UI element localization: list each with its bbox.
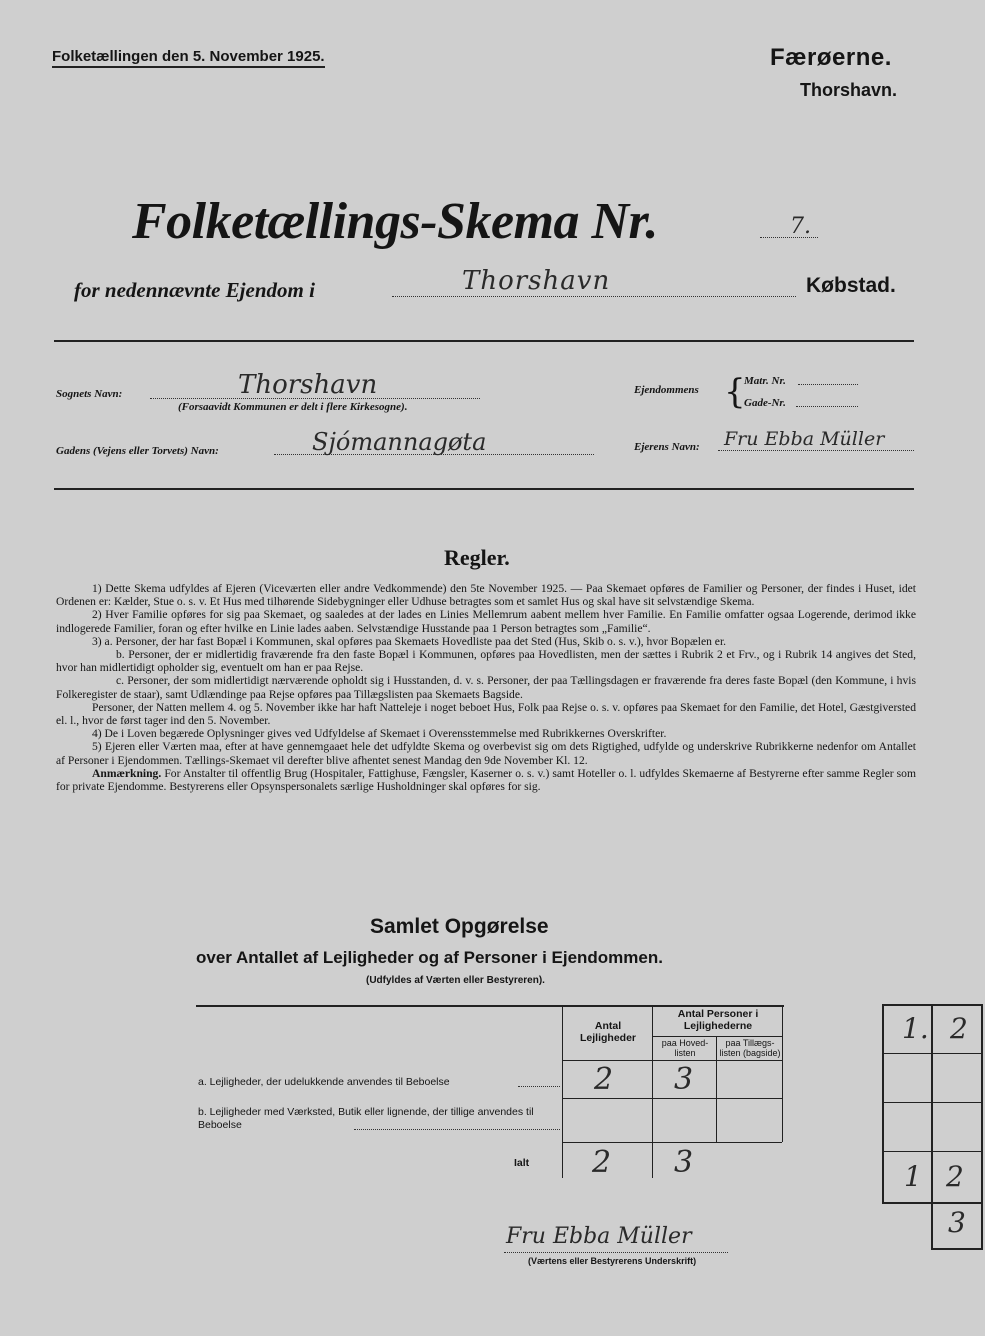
total-hovedlisten-value: 3 <box>674 1145 694 1180</box>
col-header-hovedlisten: paa Hoved-listen <box>661 1038 709 1058</box>
parish-handwritten: Thorshavn <box>238 370 378 400</box>
rule-5: 5) Ejeren eller Værten maa, efter at have gennemgaaet hele det udfyldte Skema og overbevist sig om dets Rigtighed, udfylde og underskrive Rubrikkerne nedenfor om Antallet af Personer i Ejendommen. Tællings-Skemaet vil derefter blive afhentet senest Mandag den 9de November Kl. 12. <box>56 740 916 767</box>
owner-handwritten: Fru Ebba Müller <box>724 428 885 450</box>
summary-title: Samlet Opgørelse <box>370 915 549 938</box>
property-line-dots <box>392 296 796 297</box>
owner-dots <box>718 450 914 451</box>
rule-note-label: Anmærkning. <box>92 766 162 780</box>
rule-note-text: For Anstalter til offentlig Brug (Hospitaler, Fattighuse, Fængsler, Kaserner o. s. v.) samt Hoteller o. l. udfyldes Skemaerne af Bestyrerne efter samme Regler som for private Ejendomme. Bestyrerens eller Opsynspersonalets særlige Husholdninger skal opføres for sig. <box>56 766 916 794</box>
property-label: Ejendommens <box>634 384 699 396</box>
gade-nr-label: Gade-Nr. <box>744 397 786 409</box>
rule-3a: 3) a. Personer, der har fast Bopæl i Kommunen, skal opføres paa Skemaets Hovedliste paa det Sted (Hus, Skib o. s. v.), hvor Bopælen er. <box>92 634 727 648</box>
summary-note: (Udfyldes af Værten eller Bestyreren). <box>366 975 545 986</box>
table-header-split <box>652 1036 782 1037</box>
parish-note: (Forsaavidt Kommunen er delt i flere Kirkesogne). <box>178 401 408 413</box>
table-col-line-2 <box>652 1006 653 1178</box>
table-row-b-bottom <box>562 1142 782 1143</box>
table-row-a-bottom <box>562 1098 782 1099</box>
side-box-row-2 <box>882 1102 981 1103</box>
table-col-line-1 <box>562 1006 563 1178</box>
property-line-prefix: for nedennævnte Ejendom i <box>74 278 315 302</box>
rules-heading: Regler. <box>444 545 510 570</box>
parish-label: Sognets Navn: <box>56 388 123 400</box>
signature-dots <box>504 1252 728 1253</box>
city-label: Thorshavn. <box>800 80 898 100</box>
rule-2: 2) Hver Familie opføres for sig paa Skemaet, og saaledes at der lades en Linies Mellemrum aabent mellem hver Familie. En Familie omfatter ogsaa Logerende, derimod ikke indlogerede Familier, foran og efter hvilke en Linie lades aaben. Selvstændige Husstande paa 1 Person betragtes som „Familie“. <box>56 608 916 635</box>
rule-note <box>56 767 916 793</box>
rule-4: 4) De i Loven begærede Oplysninger gives ved Udfyldelse af Skemaet i Overensstemmelse med Rubrikkernes Overskrifter. <box>92 727 667 741</box>
property-town-handwritten: Thorshavn <box>462 266 611 296</box>
side-r4c1: 1 <box>904 1160 922 1193</box>
divider-middle <box>54 488 914 490</box>
matr-label: Matr. Nr. <box>744 375 786 387</box>
col-header-personer: Antal Personer i Lejlighederne <box>677 1008 759 1032</box>
region-label: Færøerne. <box>770 44 892 71</box>
property-brace: { <box>724 372 746 412</box>
table-col-line-4 <box>782 1006 783 1142</box>
gade-nr-dots <box>796 406 858 407</box>
row-a-hovedlisten-value: 3 <box>674 1062 694 1097</box>
total-lejligheder-value: 2 <box>592 1145 612 1180</box>
rule-3d: Personer, der Natten mellem 4. og 5. November ikke har haft Natteleje i noget beboet Hus, Folk paa Rejse o. s. v. opføres paa Skemaet for den Familie, det Hotel, Gæstgiversted el. l., hvor de først tager ind den 5. November. <box>56 700 916 728</box>
form-title: Folketællings-Skema Nr. <box>132 193 658 250</box>
street-name-handwritten: Sjómannagøta <box>312 428 487 456</box>
col-header-tillaegslisten: paa Tillægs-listen (bagside) <box>719 1038 781 1058</box>
row-total-label: Ialt <box>514 1157 530 1169</box>
row-b-label: b. Lejligheder med Værksted, Butik eller lignende, der tillige anvendes til Beboelse <box>198 1106 534 1131</box>
side-box-row-1 <box>882 1053 981 1054</box>
row-a-dots <box>518 1086 560 1087</box>
row-a-lejligheder-value: 2 <box>594 1062 614 1097</box>
rule-1: 1) Dette Skema udfyldes af Ejeren (Viceværten eller andre Vedkommende) den 5te November 1925. — Paa Skemaet opføres de Familier og Personer, der findes i Huset, idet Ordenen er: Kælder, Stue o. s. v. Et Hus med tilhørende Sidebygninger eller Udhuse betragtes som et samlet Hus og skal have sit selvstændige Skema. <box>56 582 916 609</box>
street-name-label: Gadens (Vejens eller Torvets) Navn: <box>56 445 219 457</box>
side-box-row-3 <box>882 1151 981 1152</box>
signature-handwritten: Fru Ebba Müller <box>506 1224 692 1249</box>
side-r4c2: 2 <box>946 1160 964 1193</box>
signature-caption: (Værtens eller Bestyrerens Underskrift) <box>528 1256 697 1266</box>
matr-dots <box>798 384 858 385</box>
census-date-line: Folketællingen den 5. November 1925. <box>52 48 325 68</box>
row-a-label: a. Lejligheder, der udelukkende anvendes til Beboelse <box>198 1076 450 1088</box>
col-header-lejligheder: Antal Lejligheder <box>579 1020 636 1044</box>
row-b-dots <box>354 1129 560 1130</box>
form-number-handwritten: 7. <box>790 214 811 239</box>
table-top-rule <box>196 1005 784 1007</box>
property-line-suffix: Købstad. <box>806 274 896 297</box>
owner-label: Ejerens Navn: <box>634 441 700 453</box>
table-header-bottom <box>562 1060 782 1061</box>
side-r1c2: 2 <box>950 1012 968 1045</box>
divider-top <box>54 340 914 342</box>
summary-subtitle: over Antallet af Lejligheder og af Personer i Ejendommen. <box>196 948 663 967</box>
rules-body <box>56 582 916 793</box>
rule-3b: b. Personer, der er midlertidig fraværende fra den faste Bopæl i Kommunen, opføres paa Hovedlisten, men der sættes i Rubrik 2 et Frv., og i Rubrik 14 angives det Sted, hvor han midlertidigt opholder sig, eventuelt om han er paa Rejse. <box>56 648 916 675</box>
rule-3c: c. Personer, der som midlertidigt nærværende opholdt sig i Husstanden, d. v. s. Personer, der paa Tællingsdagen er fraværende fra deres faste Bopæl (den Kommune, i hvis Folkeregister de staar), samt Udlændinge paa Rejse opføres paa Tillægslisten paa Skemaets Bagside. <box>56 674 916 701</box>
side-r5c2: 3 <box>948 1206 966 1239</box>
side-r1c1: 1. <box>902 1012 929 1045</box>
table-col-line-3 <box>716 1036 717 1142</box>
